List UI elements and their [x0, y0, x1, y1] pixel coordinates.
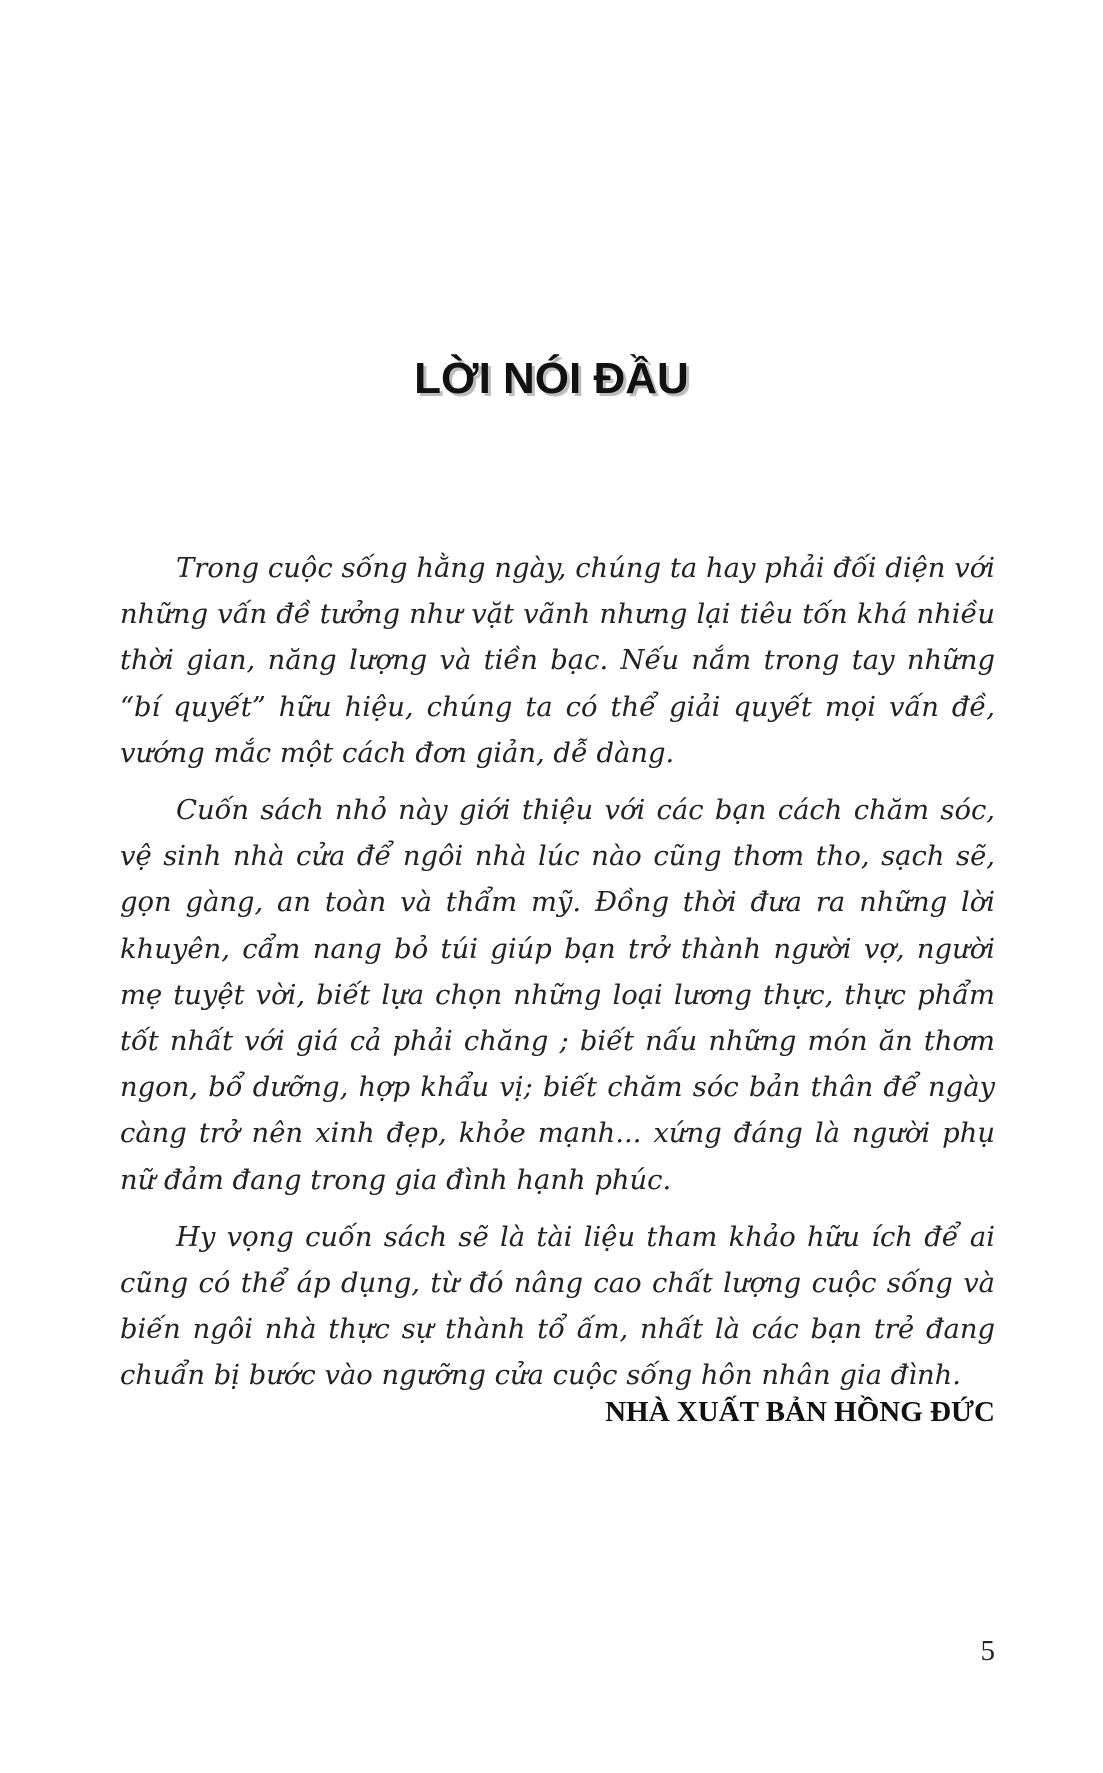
- paragraph: Cuốn sách nhỏ này giới thiệu với các bạn cách chăm sóc, vệ sinh nhà cửa để ngôi nhà lúc nào cũng thơm tho, sạch sẽ, gọn gàng, an toàn và thẩm mỹ. Đồng thời đưa ra những lời khuyên, cẩm nang bỏ túi giúp bạn trở thành người vợ, người mẹ tuyệt vời, biết lựa chọn những loại lương thực, thực phẩm tốt nhất với giá cả phải chăng ; biết nấu những món ăn thơm ngon, bổ dưỡng, hợp khẩu vị; biết chăm sóc bản thân để ngày càng trở nên xinh đẹp, khỏe mạnh... xứng đáng là người phụ nữ đảm đang trong gia đình hạnh phúc.: [120, 795, 995, 1196]
- publisher-signature: NHÀ XUẤT BẢN HỒNG ĐỨC: [605, 1396, 995, 1428]
- page-number: 5: [980, 1635, 995, 1667]
- page-title: LỜI NÓI ĐẦU: [414, 354, 689, 404]
- preface-body: [120, 546, 995, 1411]
- paragraph: Hy vọng cuốn sách sẽ là tài liệu tham khảo hữu ích để ai cũng có thể áp dụng, từ đó nâng cao chất lượng cuộc sống và biến ngôi nhà thực sự thành tổ ấm, nhất là các bạn trẻ đang chuẩn bị bước vào ngưỡng cửa cuộc sống hôn nhân gia đình.: [120, 1221, 995, 1392]
- paragraph: Trong cuộc sống hằng ngày, chúng ta hay phải đối diện với những vấn đề tưởng như vặt vãnh nhưng lại tiêu tốn khá nhiều thời gian, năng lượng và tiền bạc. Nếu nắm trong tay những “bí quyết” hữu hiệu, chúng ta có thể giải quyết mọi vấn đề, vướng mắc một cách đơn giản, dễ dàng.: [120, 553, 995, 769]
